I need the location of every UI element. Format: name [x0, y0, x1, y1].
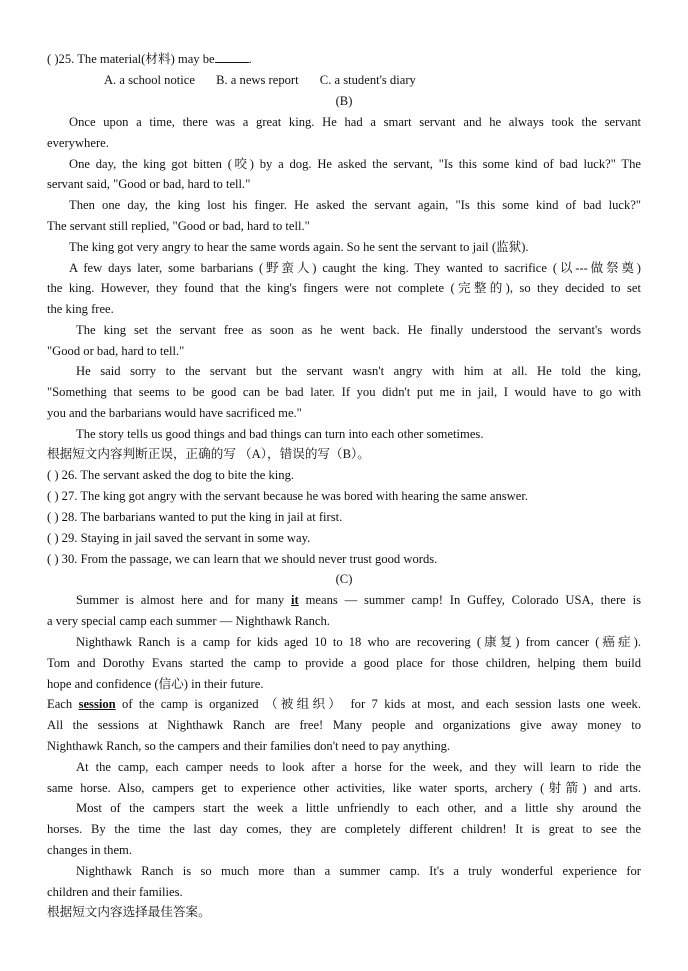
passage-b-line: the king free. [47, 302, 114, 316]
passage-c-line: children and their families. [47, 885, 183, 899]
passage-b-line: The king got very angry to hear the same words again. So he sent the servant to jail (监狱). [69, 240, 529, 254]
passage-c-line: Tom and Dorothy Evans started the camp to provide a good place for those children, helping them build [47, 656, 641, 670]
passage-c-line: Most of the campers start the week a little unfriendly to each other, and a little shy around the [76, 801, 641, 815]
passage-c-line: All the sessions at Nighthawk Ranch are free! Many people and organizations give away money to [47, 718, 641, 732]
passage-b-line: "Good or bad, hard to tell." [47, 344, 185, 358]
answer-blank [215, 51, 249, 63]
passage-c-line: hope and confidence (信心) in their future. [47, 677, 264, 691]
underlined-word-it: it [291, 593, 299, 607]
passage-c-line: Nighthawk Ranch, so the campers and their families don't need to pay anything. [47, 739, 451, 753]
question-25-suffix: . [248, 52, 252, 66]
question-25 [47, 51, 641, 67]
passage-b-line: The servant still replied, "Good or bad, hard to tell." [47, 219, 310, 233]
passage-c-line: Each session of the camp is organized （被组织） for 7 kids at most, and each session lasts one week. [47, 697, 641, 711]
underlined-word-session: session [78, 697, 116, 711]
question-27: ( ) 27. The king got angry with the servant because he was bored with hearing the same answer. [47, 489, 528, 503]
passage-c-line: At the camp, each camper needs to look after a horse for the week, and they will learn to ride the [76, 760, 641, 774]
question-25-text: ( )25. The material(材料) may be [47, 52, 215, 66]
question-28: ( ) 28. The barbarians wanted to put the king in jail at first. [47, 510, 343, 524]
option-c: C. a student's diary [319, 73, 416, 87]
question-30: ( ) 30. From the passage, we can learn that we should never trust good words. [47, 552, 438, 566]
instruction-b: 根据短文内容判断正误，正确的写 （A），错误的写（B）。 [47, 447, 370, 461]
section-c-heading: (C) [335, 572, 353, 586]
instruction-c: 根据短文内容选择最佳答案。 [47, 905, 211, 919]
passage-b-line: The king set the servant free as soon as he went back. He finally understood the servant's words [76, 323, 641, 337]
passage-b-line: A few days later, some barbarians (野蛮人) caught the king. They wanted to sacrifice (以---做祭奠) [69, 261, 641, 275]
passage-c-line: Summer is almost here and for many it means — summer camp! In Guffey, Colorado USA, there is [76, 593, 641, 607]
passage-c-line: changes in them. [47, 843, 132, 857]
question-26: ( ) 26. The servant asked the dog to bite the king. [47, 468, 295, 482]
passage-b-line: everywhere. [47, 136, 109, 150]
option-a: A. a school notice [104, 73, 195, 87]
section-b-heading: (B) [335, 94, 353, 108]
passage-c-line: horses. By the time the last day comes, they are completely different children! It is great to see the [47, 822, 641, 836]
passage-b-line: The story tells us good things and bad things can turn into each other sometimes. [76, 427, 484, 441]
passage-c-line: Nighthawk Ranch is a camp for kids aged 10 to 18 who are recovering (康复) from cancer (癌症). [76, 635, 641, 649]
question-29: ( ) 29. Staying in jail saved the servant in some way. [47, 531, 311, 545]
passage-b-line: the king. However, they found that the king's fingers were not complete (完整的), so they decided to set [47, 281, 641, 295]
passage-b-line: Then one day, the king lost his finger. He asked the servant again, "Is this some kind of bad luck?" [69, 198, 641, 212]
passage-c-line: a very special camp each summer — Nighthawk Ranch. [47, 614, 330, 628]
option-b: B. a news report [216, 73, 299, 87]
passage-c-line: Nighthawk Ranch is so much more than a summer camp. It's a truly wonderful experience for [76, 864, 641, 878]
question-25-options [104, 72, 544, 88]
passage-b-line: servant said, "Good or bad, hard to tell." [47, 177, 251, 191]
passage-b-line: He said sorry to the servant but the servant wasn't angry with him at all. He told the king, [76, 364, 641, 378]
passage-b-line: you and the barbarians would have sacrificed me." [47, 406, 302, 420]
passage-b-line: "Something that seems to be good can be bad later. If you didn't put me in jail, I would have to go with [47, 385, 641, 399]
passage-b-line: Once upon a time, there was a great king. He had a smart servant and he always took the servant [69, 115, 641, 129]
passage-c-line: same horse. Also, campers get to experience other activities, like water sports, archery (射箭) and arts. [47, 781, 641, 795]
passage-b-line: One day, the king got bitten (咬) by a dog. He asked the servant, "Is this some kind of bad luck?" The [69, 157, 641, 171]
